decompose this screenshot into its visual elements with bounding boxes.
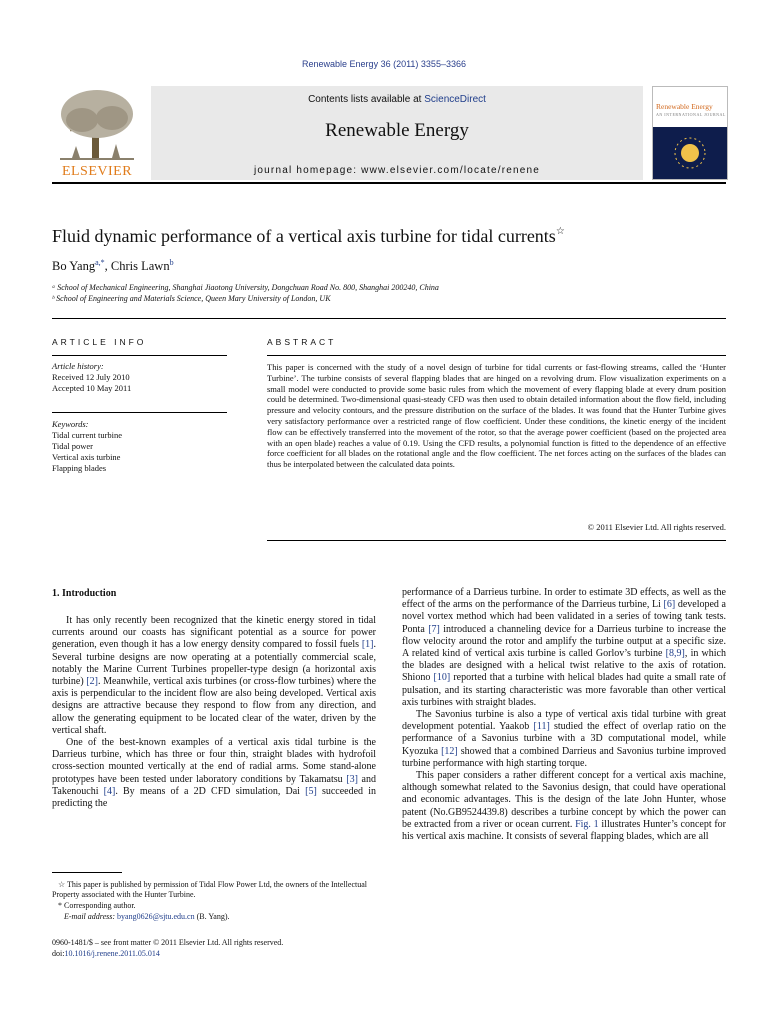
doi-label: doi: xyxy=(52,949,65,958)
body-text: , in which the blades are designed with a helical twist relative to the axis of rotation. Shiono xyxy=(402,648,726,684)
body-text: illustrates Hunter’s concept for his vertical axis machine. It consists of several flapping blades, which are all xyxy=(402,818,727,843)
cover-subtitle: AN INTERNATIONAL JOURNAL xyxy=(656,112,726,117)
affiliation-a: ᵃ School of Mechanical Engineering, Shanghai Jiaotong University, Dongchuan Road No. 800, Shanghai 200240, China xyxy=(52,283,439,292)
author-chris-lawn[interactable]: Chris Lawn xyxy=(110,259,170,274)
author-bo-yang[interactable]: Bo Yang xyxy=(52,259,96,274)
keyword-item: Flapping blades xyxy=(52,463,107,473)
body-text: performance of a Darrieus turbine. In order to estimate 3D effects, as well as the effect of the arms on the performance of the Darrieus turbine, Li xyxy=(402,587,726,611)
body-text: . Several turbine designs are now operating at a potentially commercial scale, notably the Marine Current Turbines propeller-type design (a horizontal axis turbine) xyxy=(52,639,376,688)
footnote-permission xyxy=(52,880,376,900)
cover-image xyxy=(653,127,727,179)
reference-link[interactable]: [12] xyxy=(441,745,458,757)
reference-link[interactable]: [7] xyxy=(428,623,440,635)
sciencedirect-link[interactable]: ScienceDirect xyxy=(424,94,486,105)
reference-link[interactable]: [11] xyxy=(533,721,550,733)
section-heading-introduction: 1. Introduction xyxy=(52,588,117,599)
article-history xyxy=(52,361,227,394)
abstract-text: This paper is concerned with the study of a novel design of turbine for tidal currents or fast-flowing streams, called the ‘Hunter Turbine’. The turbine consists of several flapping blades that are hinged on a revolving drum. Flow visualization experiments on a small model were conducted to provide some basic rules from which the movement of every flapping blade at every drum position could be determined. Two-dimensional quasi-steady CFD was then used to obtain detailed information about the flow field, including pressure and velocity contours, and the pressure distribution on the surface of the blades. It was found that the Hunter Turbine gives very satisfactory performance over a restricted range of flow coefficient. Under these conditions, the kinetic energy of the incident flow can be effectively transferred into the movement of the rotor, so that the average power coefficient (based on the projected area with an open blade) reaches a value of 0.19. Using the CFD results, a polynomial function is fitted to the dependence of an effective force coefficient for all blades on the rotational angle and the flow coefficient. The net forces acting on the surfaces of the blades can thus be interpolated between the calculated data points. xyxy=(267,362,726,470)
article-info-heading: ARTICLE INFO xyxy=(52,337,147,347)
author2-affil-mark[interactable]: b xyxy=(169,258,174,267)
body-text: . By means of a 2D CFD simulation, Dai xyxy=(115,785,306,797)
reference-link[interactable]: Fig. 1 xyxy=(575,818,599,830)
body-column-right xyxy=(402,587,726,843)
footnote-rule xyxy=(52,872,122,873)
body-text: succeeded in predicting the xyxy=(52,785,376,810)
affiliation-b: ᵇ School of Engineering and Materials Science, Queen Mary University of London, UK xyxy=(52,294,331,303)
body-paragraph xyxy=(402,709,726,770)
info-rule-2 xyxy=(52,412,227,413)
body-text: The Savonius turbine is also a type of vertical axis tidal turbine with great development potential. Yaakob xyxy=(402,709,726,733)
cover-sun-icon xyxy=(653,127,727,179)
reference-link[interactable]: [10] xyxy=(433,672,451,684)
footnote-corresponding-text: Corresponding author. xyxy=(64,901,136,910)
body-text: showed that a combined Darrieus and Savonius turbine improved turbine performance with high starting torque. xyxy=(402,745,726,769)
body-text: introduced a channeling device for a Darrieus turbine to increase the flow velocity around the rotor and amplify the turbine output at a specific size. A related kind of vertical axis turbine is called Gorlov’s turbine xyxy=(402,623,726,660)
body-text: One of the best-known examples of a vertical axis tidal turbine is the Darrieus turbine, which has three or four thin, straight blades with hydrofoil cross-section mounted vertically at the end of radial arms. Some stand-alone prototypes have been tested under laboratory conditions by Takamatsu xyxy=(52,737,376,785)
keyword-item: Tidal power xyxy=(52,441,94,451)
body-text: . Meanwhile, vertical axis turbines (or cross-flow turbines) where the axis is perpendicular to the incident flow are also being developed. Vertical axis designs are attractive because they respond to flow from any direction, and allow the generating equipment to be located clear of the water, driven by the vertical shaft. xyxy=(52,676,377,736)
body-text: It has only recently been recognized that the kinetic energy stored in tidal currents around our coasts has significant potential as a source for power generation, even though it has a low energy density compared to fossil fuels xyxy=(52,615,376,651)
body-paragraph xyxy=(52,615,376,737)
article-title-text: Fluid dynamic performance of a vertical axis turbine for tidal currents xyxy=(52,226,556,246)
author1-affil-mark[interactable]: a, xyxy=(95,258,101,267)
accepted-date: Accepted 10 May 2011 xyxy=(52,383,132,393)
abstract-heading: ABSTRACT xyxy=(267,337,337,347)
footnote-star-mark: ☆ xyxy=(58,880,66,889)
body-text: developed a novel vortex method which had been validated in a series of towing tank tests. Ponta xyxy=(402,599,726,635)
contents-available xyxy=(151,94,643,105)
contents-prefix: Contents lists available at xyxy=(308,94,425,105)
elsevier-logo[interactable] xyxy=(52,86,142,180)
body-paragraph xyxy=(402,587,726,709)
received-date: Received 12 July 2010 xyxy=(52,372,130,382)
cover-title: Renewable Energy xyxy=(656,102,713,111)
journal-citation[interactable]: Renewable Energy 36 (2011) 3355–3366 xyxy=(302,59,466,69)
body-paragraph xyxy=(402,770,726,843)
journal-banner xyxy=(151,86,643,180)
abstract-copyright: © 2011 Elsevier Ltd. All rights reserved. xyxy=(587,522,726,532)
title-footnote-mark[interactable]: ☆ xyxy=(555,226,565,237)
reference-link[interactable]: [8,9] xyxy=(665,648,685,660)
keywords-block xyxy=(52,419,227,474)
footnote-corresponding xyxy=(52,901,376,911)
author1-corresponding-mark[interactable]: * xyxy=(100,258,105,267)
body-text: studied the effect of overlap ratio on the performance of a Savonius turbine with a 3D computational model, while Kyozuka xyxy=(402,721,726,757)
keyword-item: Tidal current turbine xyxy=(52,430,123,440)
body-column-left xyxy=(52,615,376,810)
reference-link[interactable]: [2] xyxy=(86,676,98,688)
keywords-label: Keywords: xyxy=(52,419,89,429)
doi-link[interactable]: 10.1016/j.renene.2011.05.014 xyxy=(64,949,160,958)
footnote-asterisk-mark: * xyxy=(58,901,62,910)
history-label: Article history: xyxy=(52,361,104,371)
issn-line: 0960-1481/$ – see front matter © 2011 Elsevier Ltd. All rights reserved. xyxy=(52,938,284,947)
body-paragraph xyxy=(52,737,376,810)
journal-name: Renewable Energy xyxy=(325,120,469,141)
email-link[interactable]: byang0626@sjtu.edu.cn xyxy=(117,912,195,921)
reference-link[interactable]: [5] xyxy=(305,785,317,797)
reference-link[interactable]: [4] xyxy=(103,785,116,797)
author-list xyxy=(52,258,174,274)
body-text: This paper considers a rather different concept for a vertical axis machine, although somewhat related to the Savonius design, that could have operational and economic advantages. This is the design of the late John Hunter, whose patent (No.GB9524439.8) describes a turbine concept by which the power can be extracted from a river or ocean current. xyxy=(402,770,726,830)
body-text: reported that a turbine with helical blades had quite a small rate of pulsation, and its starting characteristic was more favorable than other vertical axis turbines with straight blades. xyxy=(402,672,727,708)
reference-link[interactable]: [3] xyxy=(346,773,358,785)
email-suffix: (B. Yang). xyxy=(194,912,230,921)
email-label: E-mail address: xyxy=(64,912,116,921)
abstract-bottom-rule xyxy=(267,540,726,541)
footnote-permission-text: This paper is published by permission of Tidal Flow Power Ltd, the owners of the Intellectual Property associated with the Hunter Turbine. xyxy=(52,880,367,899)
journal-homepage[interactable]: journal homepage: www.elsevier.com/locate/renene xyxy=(253,165,541,176)
footnote-email xyxy=(52,912,376,922)
body-text: and Takenouchi xyxy=(52,773,376,797)
author-separator: , xyxy=(104,259,111,274)
abstract-rule xyxy=(267,355,726,356)
affil-rule xyxy=(52,318,726,319)
journal-cover-thumbnail[interactable] xyxy=(652,86,728,180)
header-rule xyxy=(52,182,726,184)
article-title xyxy=(52,226,565,247)
keyword-item: Vertical axis turbine xyxy=(52,452,121,462)
info-rule xyxy=(52,355,227,356)
reference-link[interactable]: [1] xyxy=(361,639,374,651)
doi-line xyxy=(52,949,376,959)
elsevier-wordmark: ELSEVIER xyxy=(61,164,133,179)
reference-link[interactable]: [6] xyxy=(663,599,676,611)
